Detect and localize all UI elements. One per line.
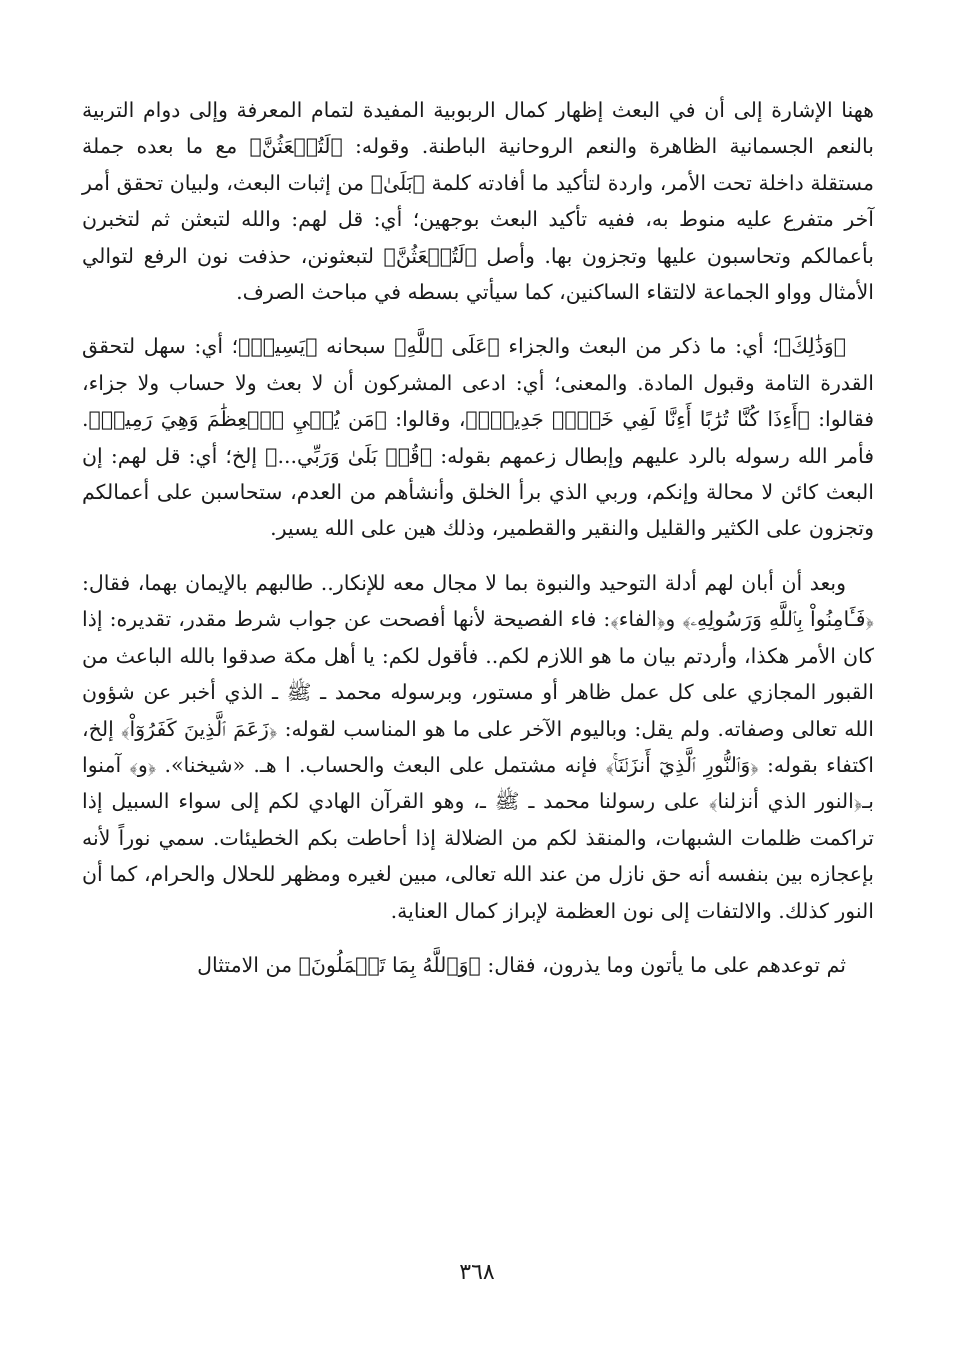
page-number: ٣٦٨ [459, 1260, 495, 1285]
page-body [82, 92, 874, 1001]
paragraph-3: وبعد أن أبان لهم أدلة التوحيد والنبوة بما لا مجال معه للإنكار.. طالبهم بالإيمان بهما، فقال: ﴿فَـَٔامِنُواْ بِٱللَّهِ وَرَسُولِهِۦ﴾ و﴿الفاء﴾: فاء الفصيحة لأنها أفصحت عن جواب شرط مقدر، تقديره: إذا كان الأمر هكذا، وأردتم بيان ما هو اللازم لكم.. فأقول لكم: يا أهل مكة صدقوا بالله الباعث من القبور المجازي على كل عمل ظاهر أو مستور، وبرسوله محمد ـ ﷺ ـ الذي أخبر عن شؤون الله تعالى وصفاته. ولم يقل: وباليوم الآخر على ما هو المناسب لقوله: ﴿زَعَمَ ٱلَّذِينَ كَفَرُوٓاْ﴾ إلخ، اكتفاء بقوله: ﴿وَٱلنُّورِ ٱلَّذِيٓ أَنزَلۡنَاۚ﴾ فإنه مشتمل على البعث والحساب. ا هـ. «شيخنا». ﴿و﴾ آمنوا بـ﴿النور الذي أنزلنا﴾ على رسولنا محمد ـ ﷺ ـ، وهو القرآن الهادي لكم إلى سواء السبيل إذا تراكمت ظلمات الشبهات، والمنقذ لكم من الضلالة إذا أحاطت بكم الخطيئات. سمي نوراً لأنه بإعجازه بين بنفسه أنه حق نازل من عند الله تعالى، مبين لغيره ومظهر للحلال والحرام، كما أن النور كذلك. والالتفات إلى نون العظمة لإبراز كمال العناية. [82, 570, 874, 923]
paragraph-4: ثم توعدهم على ما يأتون وما يذرون، فقال: ﴿وَٱللَّهُ بِمَا تَعۡمَلُونَ﴾ من الامتثال [197, 952, 846, 977]
paragraph-1: ههنا الإشارة إلى أن في البعث إظهار كمال الربوبية المفيدة لتمام المعرفة وإلى دوام التربية بالنعم الجسمانية الظاهرة والنعم الروحانية الباطنة. وقوله: ﴿لَتُبۡعَثُنَّ﴾ مع ما بعده جملة مستقلة داخلة تحت الأمر، واردة لتأكيد ما أفادته كلمة ﴿بَلَىٰ﴾ من إثبات البعث، ولبيان تحقق أمر آخر متفرع عليه منوط به، ففيه تأكيد البعث بوجهين؛ أي: قل لهم: والله لتبعثن ثم لتخبرن بأعمالكم وتحاسبون عليها وتجزون بها. وأصل ﴿لَتُبۡعَثُنَّ﴾ لتبعثونن، حذفت نون الرفع لتوالي الأمثال وواو الجماعة لالتقاء الساكنين، كما سيأتي بسطه في مباحث الصرف. [82, 98, 874, 305]
paragraph-2: ﴿وَذَٰلِكَ﴾؛ أي: ما ذكر من البعث والجزاء ﴿عَلَى ٱللَّهِ﴾ سبحانه ﴿يَسِيرٞ﴾؛ أي: سهل لتحقق القدرة التامة وقبول المادة. والمعنى؛ أي: ادعى المشركون أن لا بعث ولا حساب ولا جزاء، فقالوا: ﴿أَءِذَا كُنَّا تُرَٰبًا أَءِنَّا لَفِي خَلۡقٖ جَدِيدٍۚ﴾، وقالوا: ﴿مَن يُحۡيِ ٱلۡعِظَٰمَ وَهِيَ رَمِيمٞ﴾. فأمر الله رسوله بالرد عليهم وإبطال زعمهم بقوله: ﴿قُلۡ بَلَىٰ وَرَبِّي...﴾ إلخ؛ أي: قل لهم: إن البعث كائن لا محالة وإنكم، وربي الذي برأ الخلق وأنشأهم من العدم، ستحاسبن على أعمالكم وتجزون على الكثير والقليل والنقير والقطمير، وذلك هين على الله يسير. [82, 334, 874, 541]
